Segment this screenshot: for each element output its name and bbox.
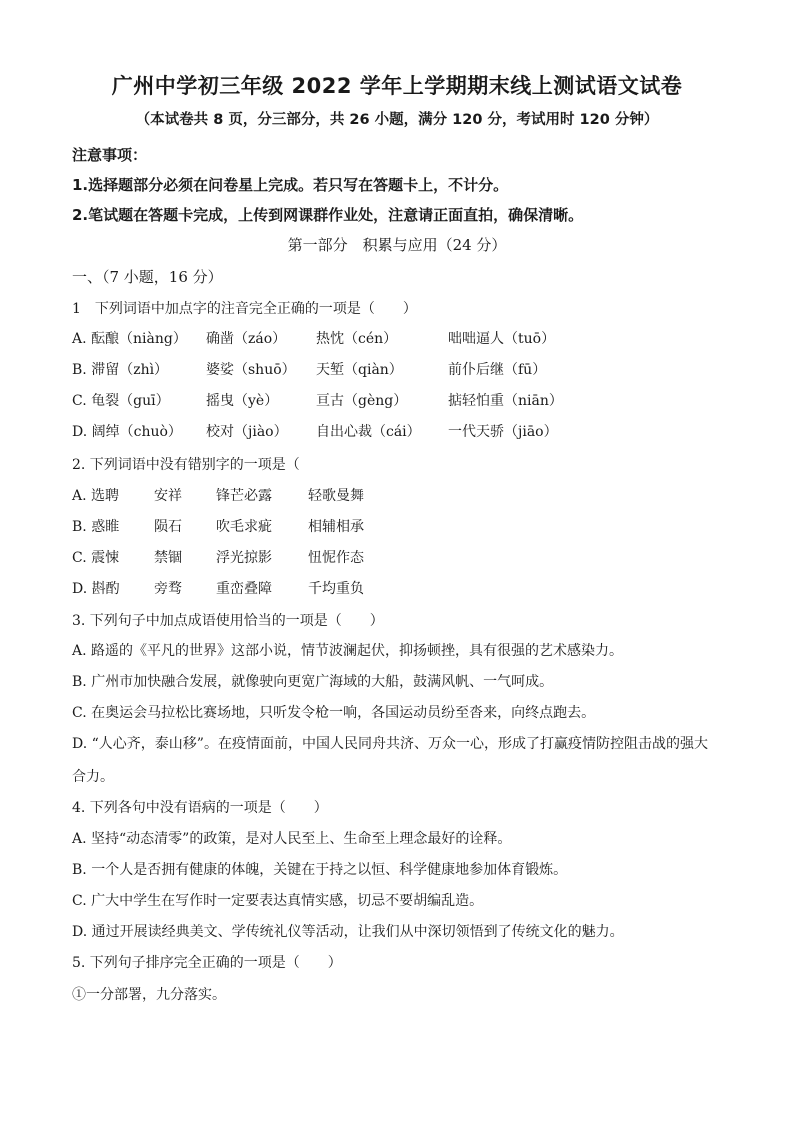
option-text: B. 一个人是否拥有健康的体魄，关键在于持之以恒、科学健康地参加体育锻炼。 (72, 862, 568, 878)
option-cell: A. 选聘 (72, 488, 120, 504)
option-cell: 前仆后继（fū） (448, 362, 547, 378)
option-text: C. 广大中学生在写作时一定要表达真情实感，切忌不要胡编乱造。 (72, 893, 484, 909)
option-cell: 陨石 (154, 519, 182, 535)
option-cell: 轻歌曼舞 (308, 488, 364, 504)
option-cell: 安祥 (154, 488, 182, 504)
option-text: 合力。 (72, 769, 114, 785)
option-cell: 相辅相承 (308, 519, 364, 535)
option-cell: 热忱（cén） (316, 331, 398, 347)
option-cell: 亘古（gèng） (316, 393, 408, 409)
option-row (72, 516, 364, 536)
option-cell: 浮光掠影 (216, 550, 272, 566)
option-text: B. 广州市加快融合发展，就像驶向更宽广海域的大船，鼓满风帆、一气呵成。 (72, 674, 554, 690)
option-cell: 重峦叠障 (216, 581, 272, 597)
option-cell: 禁锢 (154, 550, 182, 566)
option-cell: 自出心裁（cái） (316, 424, 421, 440)
part-heading: 第一部分 积累与应用（24 分） (287, 236, 507, 254)
question-stem: 2. 下列词语中没有错别字的一项是（ (72, 457, 300, 473)
option-cell: 旁骛 (154, 581, 182, 597)
option-row (72, 421, 558, 441)
option-row (72, 485, 364, 505)
question-stem: 3. 下列句子中加点成语使用恰当的一项是（ ） (72, 613, 384, 629)
question-stem: 4. 下列各句中没有语病的一项是（ ） (72, 800, 328, 816)
option-cell: 确凿（záo） (206, 331, 287, 347)
note-item: 2.笔试题在答题卡完成，上传到网课群作业处，注意请正面直拍，确保清晰。 (72, 206, 584, 224)
page-title: 广州中学初三年级 2022 学年上学期期末线上测试语文试卷 (111, 74, 683, 98)
question-stem: 1 下列词语中加点字的注音完全正确的一项是（ ） (72, 301, 417, 317)
option-cell: 吹毛求疵 (216, 519, 272, 535)
option-cell: C. 震悚 (72, 550, 120, 566)
question-stem: 5. 下列句子排序完全正确的一项是（ ） (72, 955, 342, 971)
option-cell: 千均重负 (308, 581, 364, 597)
option-cell: 天堑（qiàn） (316, 362, 403, 378)
option-cell: C. 龟裂（guī） (72, 393, 170, 409)
option-text: C. 在奥运会马拉松比赛场地，只听发令枪一响，各国运动员纷至沓来，向终点跑去。 (72, 705, 596, 721)
section-heading: 一、（7 小题，16 分） (72, 268, 223, 286)
option-cell: 锋芒必露 (216, 488, 272, 504)
option-cell: B. 惑睢 (72, 519, 120, 535)
option-row (72, 547, 364, 567)
option-cell: 摇曳（yè） (206, 393, 279, 409)
option-cell: 掂轻怕重（niān） (448, 393, 563, 409)
option-row (72, 390, 563, 410)
notes-heading: 注意事项： (72, 146, 148, 164)
option-text: A. 路遥的《平凡的世界》这部小说，情节波澜起伏，抑扬顿挫，具有很强的艺术感染力。 (72, 643, 624, 659)
option-cell: 校对（jiào） (206, 424, 288, 440)
note-item: 1.选择题部分必须在问卷星上完成。若只写在答题卡上，不计分。 (72, 176, 509, 194)
option-cell: 婆娑（shuō） (206, 362, 296, 378)
exam-info: （本试卷共 8 页，分三部分，共 26 小题，满分 120 分，考试用时 120 分钟） (135, 112, 659, 128)
option-cell: D. 阔绰（chuò） (72, 424, 182, 440)
option-text: A. 坚持“动态清零”的政策，是对人民至上、生命至上理念最好的诠释。 (72, 831, 512, 847)
option-text: D. “人心齐，泰山移”。在疫情面前，中国人民同舟共济、万众一心，形成了打赢疫情防控阻击战的强大 (72, 736, 708, 752)
list-item: ①一分部署，九分落实。 (72, 987, 226, 1003)
option-cell: 一代天骄（jiāo） (448, 424, 558, 440)
option-cell: 咄咄逼人（tuō） (448, 331, 556, 347)
option-cell: 忸怩作态 (308, 550, 364, 566)
option-row (72, 578, 364, 598)
option-row (72, 328, 555, 348)
option-text: D. 通过开展读经典美文、学传统礼仪等活动，让我们从中深切领悟到了传统文化的魅力。 (72, 924, 624, 940)
option-cell: A. 酝酿（niàng） (72, 331, 187, 347)
option-cell: D. 斟酌 (72, 581, 120, 597)
option-cell: B. 滞留（zhì） (72, 362, 169, 378)
option-row (72, 359, 546, 379)
